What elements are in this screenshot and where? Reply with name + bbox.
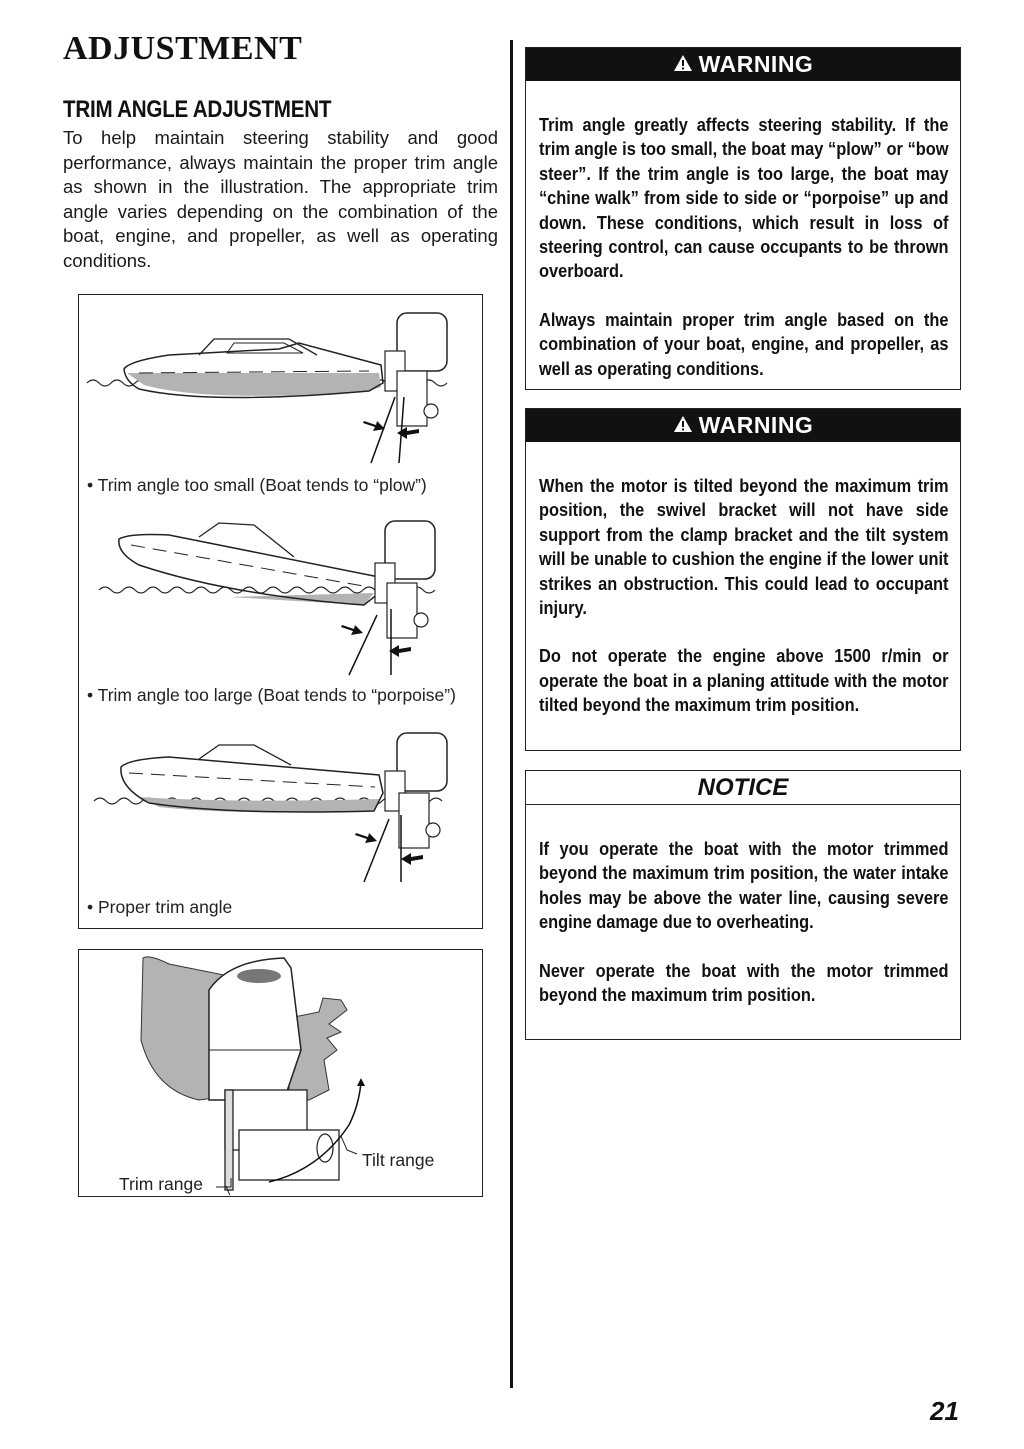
notice-paragraph: Never operate the boat with the motor trimmed beyond the maximum trim position. bbox=[539, 960, 949, 1006]
warning-header-label: WARNING bbox=[698, 412, 814, 438]
column-divider bbox=[510, 40, 513, 1388]
section-title: TRIM ANGLE ADJUSTMENT bbox=[63, 96, 332, 123]
warning-header bbox=[526, 409, 960, 442]
boat-porpoise-illustration bbox=[79, 515, 479, 685]
warning-box-trim-stability bbox=[525, 47, 961, 390]
boat-plow-illustration bbox=[79, 303, 479, 473]
notice-box bbox=[525, 770, 961, 1040]
warning-header bbox=[526, 48, 960, 81]
caption-proper-trim: • Proper trim angle bbox=[87, 897, 233, 917]
trim-angle-figure bbox=[78, 294, 483, 929]
caption-trim-too-small: • Trim angle too small (Boat tends to “plow”) bbox=[87, 475, 427, 495]
warning-box-tilt-beyond-trim bbox=[525, 408, 961, 751]
warning-paragraph: Trim angle greatly affects steering stability. If the trim angle is too small, the boat may “plow” or “bow steer”. If the trim angle is too large, the boat may “chine walk” from side to side or “porpoise” up and down. These conditions, which result in loss of steering control, can cause occupants to be thrown overboard. bbox=[539, 115, 949, 282]
tilt-range-label: Tilt range bbox=[362, 1150, 435, 1170]
warning-triangle-icon bbox=[673, 51, 693, 78]
warning-triangle-icon bbox=[673, 412, 693, 439]
notice-header: NOTICE bbox=[526, 771, 960, 805]
warning-header-label: WARNING bbox=[698, 51, 814, 77]
warning-paragraph: Always maintain proper trim angle based on the combination of your boat, engine, and propeller, as well as operating conditions. bbox=[539, 309, 949, 379]
notice-paragraph: If you operate the boat with the motor trimmed beyond the maximum trim position, the water intake holes may be above the water line, causing severe engine damage due to overheating. bbox=[539, 839, 949, 933]
page-title: ADJUSTMENT bbox=[63, 30, 303, 67]
boat-proper-trim-illustration bbox=[79, 727, 479, 897]
warning-paragraph: When the motor is tilted beyond the maximum trim position, the swivel bracket will not have side support from the clamp bracket and the tilt system will be unable to cushion the engine if the lower unit strikes an obstruction. This could lead to occupant injury. bbox=[539, 476, 949, 619]
caption-trim-too-large: • Trim angle too large (Boat tends to “porpoise”) bbox=[87, 685, 456, 705]
trim-range-label: Trim range bbox=[119, 1174, 203, 1194]
intro-paragraph: To help maintain steering stability and good performance, always maintain the proper trim angle as shown in the illustration. The appropriate trim angle varies depending on the combination of the boat, engine, and propeller, as well as operating conditions. bbox=[63, 127, 498, 271]
warning-paragraph: Do not operate the engine above 1500 r/min or operate the boat in a planing attitude with the motor tilted beyond the maximum trim position. bbox=[539, 646, 949, 716]
page-number: 21 bbox=[930, 1396, 959, 1426]
trim-tilt-range-figure bbox=[78, 949, 483, 1197]
